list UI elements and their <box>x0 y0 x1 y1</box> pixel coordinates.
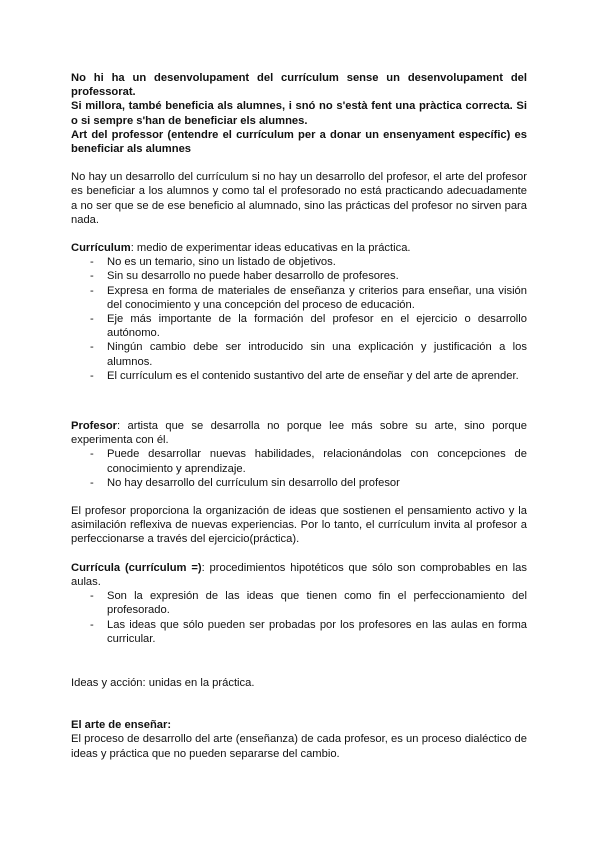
organization-paragraph: El profesor proporciona la organización de ideas que sostienen el pensamiento activo y la asimilación reflexiva de nuevas experiencias. Por lo tanto, el currículum invita al profesor a perfeccionarse a través del ejercicio(práctica). <box>71 505 527 546</box>
curriculum-term: Currículum <box>71 242 131 255</box>
list-item: - Las ideas que sólo pueden ser probadas por los profesores en las aulas en forma curricular. <box>71 618 527 646</box>
list-item: - No hay desarrollo del currículum sin desarrollo del profesor <box>71 476 527 490</box>
list-item: - No es un temario, sino un listado de objetivos. <box>71 255 527 269</box>
list-item: - Son la expresión de las ideas que tienen como fin el perfeccionamiento del profesorado. <box>71 589 527 617</box>
curricula-term: Currícula (currículum =) <box>71 561 202 574</box>
profesor-list <box>71 447 527 490</box>
list-item: - El currículum es el contenido sustantivo del arte de enseñar y del arte de aprender. <box>71 369 527 383</box>
intro-line-3: Art del professor (entendre el currículum per a donar un ensenyament específic) es beneficiar als alumnes <box>71 128 527 156</box>
list-item: - Sin su desarrollo no puede haber desarrollo de profesores. <box>71 269 527 283</box>
document-page <box>71 71 527 761</box>
summary-paragraph: No hay un desarrollo del currículum si no hay un desarrollo del profesor, el arte del profesor es beneficiar a los alumnos y como tal el profesorado no está practicando adecuadamente a no ser que se de ese beneficio al alumnado, sino las prácticas del profesor no sirven para nada. <box>71 171 527 226</box>
ideas-line: Ideas y acción: unidas en la práctica. <box>71 676 255 689</box>
list-item: - Ningún cambio debe ser introducido sin una explicación y justificación a los alumnos. <box>71 340 527 368</box>
intro-line-2: Si millora, també beneficia als alumnes, i snó no s'està fent una pràctica correcta. Si o si sempre s'han de beneficiar els alumnes. <box>71 100 527 127</box>
arte-heading: El arte de enseñar: <box>71 719 172 732</box>
list-item: - Eje más importante de la formación del profesor en el ejercicio o desarrollo autónomo. <box>71 312 527 340</box>
curriculum-definition-text: : medio de experimentar ideas educativas en la práctica. <box>130 242 411 255</box>
profesor-definition-text: : artista que se desarrolla no porque lee más sobre su arte, sino porque experimenta con él. <box>71 420 527 447</box>
list-item: - Puede desarrollar nuevas habilidades, relacionándolas con concepciones de conocimiento y aprendizaje. <box>71 447 527 475</box>
profesor-term: Profesor <box>71 420 118 433</box>
curricula-definition <box>71 561 527 589</box>
curricula-list <box>71 589 527 646</box>
curriculum-list <box>71 255 527 383</box>
profesor-definition <box>71 419 527 447</box>
arte-text: El proceso de desarrollo del arte (enseñanza) de cada profesor, es un proceso dialéctico de ideas y práctica que no pueden separarse del cambio. <box>71 733 527 760</box>
list-item: - Expresa en forma de materiales de enseñanza y criterios para enseñar, una visión del conocimiento y una concepción del proceso de educación. <box>71 284 527 312</box>
intro-line-1: No hi ha un desenvolupament del currículum sense un desenvolupament del professorat. <box>71 72 527 99</box>
curricula-definition-text: : procedimientos hipotéticos que sólo son comprobables en las aulas. <box>71 561 527 588</box>
curriculum-definition <box>71 241 527 255</box>
